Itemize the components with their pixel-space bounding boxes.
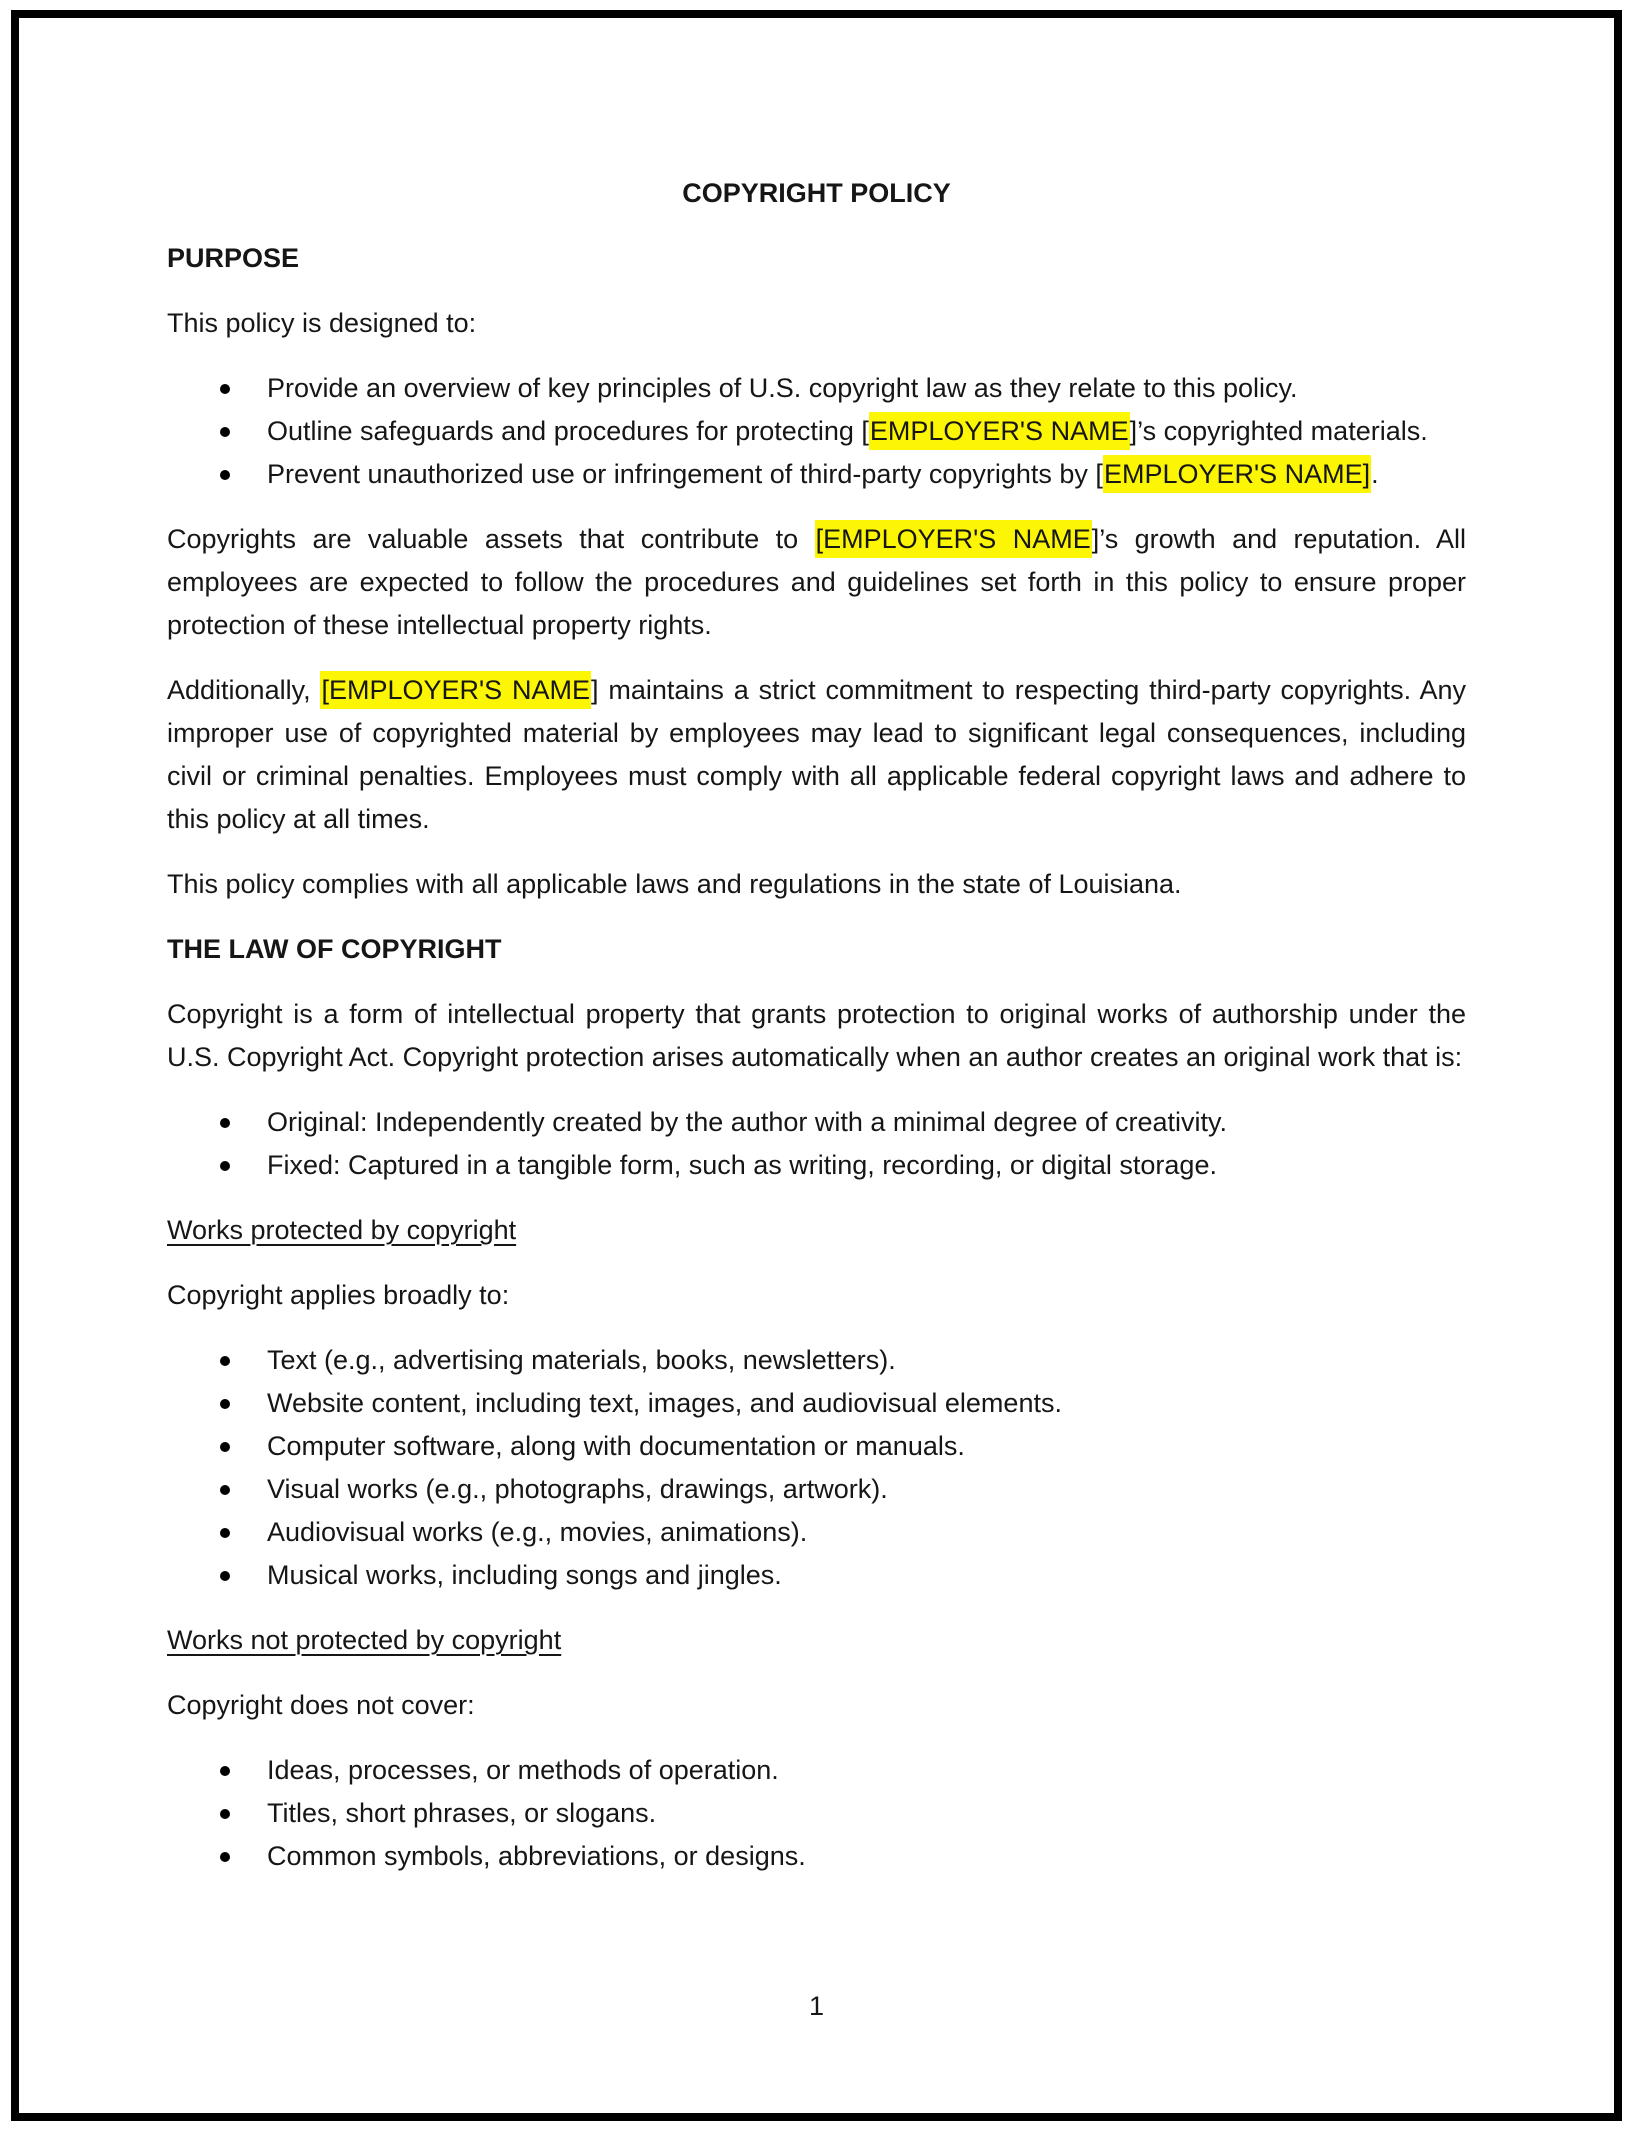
bullet-icon — [220, 1399, 230, 1409]
bullet-text: Musical works, including songs and jingles. — [267, 1560, 782, 1590]
law-paragraph: Copyright is a form of intellectual property that grants protection to original works of authorship under the U.S. Copyright Act. Copyright protection arises automatically when an author creates an original work that is: — [167, 999, 1466, 1072]
works-protected-intro: Copyright applies broadly to: — [167, 1280, 510, 1310]
works-protected-list — [167, 1339, 1466, 1597]
list-item — [167, 1382, 1466, 1425]
bullet-text: Computer software, along with documentation or manuals. — [267, 1431, 965, 1461]
paragraph-text: Copyrights are valuable assets that contribute to — [167, 524, 815, 554]
bullet-text: Titles, short phrases, or slogans. — [267, 1798, 657, 1828]
employer-name-placeholder: EMPLOYER'S NAME] — [1103, 455, 1371, 493]
bullet-icon — [220, 1571, 230, 1581]
bullet-icon — [220, 470, 230, 480]
page-number: 1 — [808, 1991, 825, 2021]
list-item — [167, 1554, 1466, 1597]
bullet-text: Text (e.g., advertising materials, books, newsletters). — [267, 1345, 896, 1375]
works-not-protected-intro: Copyright does not cover: — [167, 1690, 475, 1720]
bullet-text: Ideas, processes, or methods of operation. — [267, 1755, 779, 1785]
document-title: COPYRIGHT POLICY — [682, 178, 951, 208]
section-heading-purpose: PURPOSE — [167, 243, 300, 273]
list-item — [167, 1339, 1466, 1382]
list-item — [167, 1144, 1466, 1187]
list-item — [167, 410, 1466, 453]
bullet-text: Fixed: Captured in a tangible form, such as writing, recording, or digital storage. — [267, 1150, 1217, 1180]
employer-name-placeholder: [EMPLOYER'S NAME — [815, 520, 1092, 558]
bullet-text: Visual works (e.g., photographs, drawings, artwork). — [267, 1474, 888, 1504]
list-item — [167, 1749, 1466, 1792]
purpose-bullet-list — [167, 367, 1466, 496]
bullet-icon — [220, 1442, 230, 1452]
employer-name-placeholder: EMPLOYER'S NAME — [869, 412, 1130, 450]
bullet-icon — [220, 1809, 230, 1819]
list-item — [167, 1425, 1466, 1468]
bullet-text: Website content, including text, images, and audiovisual elements. — [267, 1388, 1062, 1418]
bullet-icon — [220, 1161, 230, 1171]
bullet-icon — [220, 1528, 230, 1538]
bullet-icon — [220, 427, 230, 437]
paragraph-text: Additionally, — [167, 675, 321, 705]
subheading-works-not-protected: Works not protected by copyright — [167, 1625, 562, 1655]
list-item — [167, 1468, 1466, 1511]
bullet-text: . — [1371, 459, 1379, 489]
compliance-statement: This policy complies with all applicable laws and regulations in the state of Louisiana. — [167, 869, 1182, 899]
paragraph-text: ] maintains a strict commitment to respecting third-party copyrights. Any improper use of copyrighted material by employees may lead to significant legal consequences, including civil or criminal penalties. Employees must comply with all applicable federal copyright laws and adhere to this policy at all times. — [167, 675, 1466, 834]
list-item — [167, 1101, 1466, 1144]
purpose-paragraph — [167, 518, 1466, 647]
subheading-works-protected: Works protected by copyright — [167, 1215, 517, 1245]
bullet-text: Prevent unauthorized use or infringement of third-party copyrights by [ — [267, 459, 1103, 489]
law-criteria-list — [167, 1101, 1466, 1187]
bullet-icon — [220, 1356, 230, 1366]
bullet-text: ]’s copyrighted materials. — [1129, 416, 1428, 446]
bullet-text: Provide an overview of key principles of U.S. copyright law as they relate to this policy. — [267, 373, 1298, 403]
bullet-icon — [220, 1118, 230, 1128]
bullet-icon — [220, 1485, 230, 1495]
employer-name-placeholder: [EMPLOYER'S NAME — [320, 671, 591, 709]
bullet-icon — [220, 384, 230, 394]
document-content — [167, 18, 1466, 1900]
purpose-paragraph — [167, 669, 1466, 841]
paragraph-text: ]’s growth and reputation. All employees are expected to follow the procedures and guidelines set forth in this policy to ensure proper protection of these intellectual property rights. — [167, 524, 1467, 640]
page-border-frame — [11, 10, 1622, 2121]
list-item — [167, 1835, 1466, 1878]
bullet-icon — [220, 1766, 230, 1776]
list-item — [167, 1511, 1466, 1554]
list-item — [167, 367, 1466, 410]
bullet-text: Audiovisual works (e.g., movies, animations). — [267, 1517, 808, 1547]
list-item — [167, 453, 1466, 496]
bullet-icon — [220, 1852, 230, 1862]
list-item — [167, 1792, 1466, 1835]
purpose-intro: This policy is designed to: — [167, 308, 477, 338]
bullet-text: Common symbols, abbreviations, or designs. — [267, 1841, 806, 1871]
bullet-text: Original: Independently created by the author with a minimal degree of creativity. — [267, 1107, 1228, 1137]
works-not-protected-list — [167, 1749, 1466, 1878]
bullet-text: Outline safeguards and procedures for protecting [ — [267, 416, 869, 446]
section-heading-law-of-copyright: THE LAW OF COPYRIGHT — [167, 934, 502, 964]
